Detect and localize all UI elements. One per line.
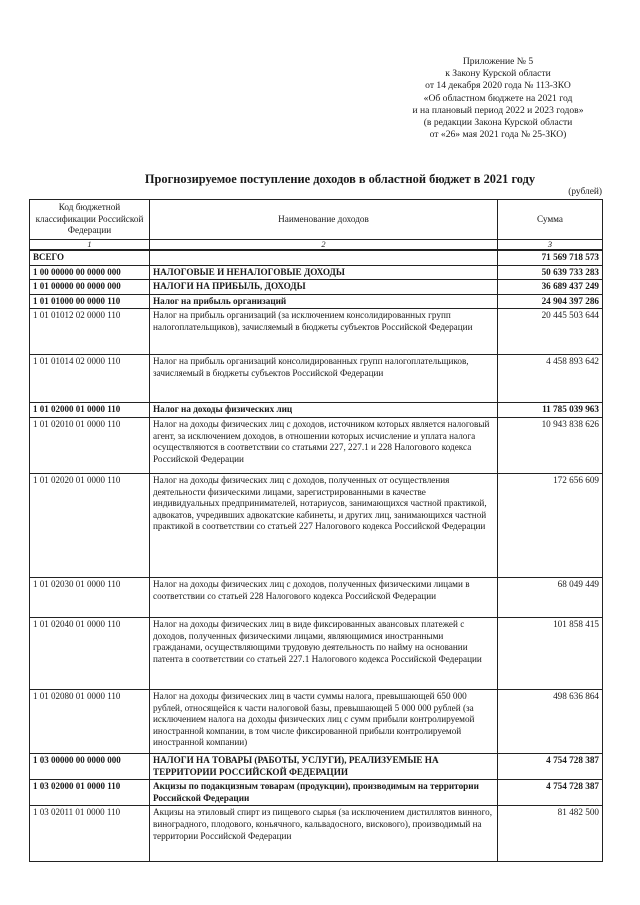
row-code: 1 01 00000 00 0000 000 <box>30 280 150 295</box>
row-code: 1 01 02020 01 0000 110 <box>30 473 150 577</box>
row-code: 1 01 02030 01 0000 110 <box>30 577 150 617</box>
row-code: 1 03 00000 00 0000 000 <box>30 753 150 779</box>
appendix-line: и на плановый период 2022 и 2023 годов» <box>412 104 584 116</box>
row-name: Налог на доходы физических лиц <box>150 403 498 418</box>
row-sum: 20 445 503 644 <box>498 309 603 355</box>
table-row <box>30 473 603 577</box>
row-code: 1 01 02040 01 0000 110 <box>30 617 150 689</box>
row-code: 1 01 02080 01 0000 110 <box>30 689 150 753</box>
table-row <box>30 753 603 779</box>
table-row <box>30 577 603 617</box>
row-sum: 498 636 864 <box>498 689 603 753</box>
table-row <box>30 417 603 473</box>
row-code: 1 03 02000 01 0000 110 <box>30 780 150 806</box>
row-name: Акцизы по подакцизным товарам (продукции), производимым на территории Российской Федерации <box>150 780 498 806</box>
document-title: Прогнозируемое поступление доходов в областной бюджет в 2021 году <box>144 172 536 186</box>
unit-label: (рублей) <box>568 187 602 197</box>
row-code: 1 01 01000 00 0000 110 <box>30 294 150 309</box>
column-number: 1 <box>30 240 150 251</box>
row-sum: 11 785 039 963 <box>498 403 603 418</box>
table-header-row <box>30 200 603 240</box>
row-sum: 172 656 609 <box>498 473 603 577</box>
table-row <box>30 265 603 280</box>
row-code: 1 01 01014 02 0000 110 <box>30 355 150 403</box>
row-name: Налог на доходы физических лиц с доходов, полученных физическими лицами в соответствии со статьей 228 Налогового кодекса Российской Федерации <box>150 577 498 617</box>
table-row <box>30 309 603 355</box>
row-code: 1 00 00000 00 0000 000 <box>30 265 150 280</box>
row-name: Акцизы на этиловый спирт из пищевого сырья (за исключением дистиллятов винного, виноградного, плодового, коньячного, кальвадосного, вискового), производимый на территории Российской Федерации <box>150 806 498 862</box>
row-name: НАЛОГИ НА ПРИБЫЛЬ, ДОХОДЫ <box>150 280 498 295</box>
header-name: Наименование доходов <box>150 200 498 240</box>
appendix-header <box>380 56 616 141</box>
column-number: 3 <box>498 240 603 251</box>
row-code: ВСЕГО <box>30 250 150 265</box>
row-sum: 4 458 893 642 <box>498 355 603 403</box>
row-sum: 50 639 733 283 <box>498 265 603 280</box>
table-row <box>30 403 603 418</box>
row-code: 1 03 02011 01 0000 110 <box>30 806 150 862</box>
row-name: Налог на доходы физических лиц с доходов, источником которых является налоговый агент, за исключением доходов, в отношении которых исчисление и уплата налога осуществляются в соответствии со статьями 227, 227.1 и 228 Налогового кодекса Российской Федерации <box>150 417 498 473</box>
row-name: Налог на доходы физических лиц с доходов, полученных от осуществления деятельности физическими лицами, зарегистрированными в качестве индивидуальных предпринимателей, нотариусов, занимающихся частной практикой, адвокатов, учредивших адвокатские кабинеты, и других лиц, занимающихся частной практикой в соответствии со статьей 227 Налогового кодекса Российской Федерации <box>150 473 498 577</box>
row-sum: 4 754 728 387 <box>498 780 603 806</box>
row-name: Налог на прибыль организаций (за исключением консолидированных групп налогоплательщиков), зачисляемый в бюджеты субъектов Российской Федерации <box>150 309 498 355</box>
row-name: НАЛОГИ НА ТОВАРЫ (РАБОТЫ, УСЛУГИ), РЕАЛИЗУЕМЫЕ НА ТЕРРИТОРИИ РОССИЙСКОЙ ФЕДЕРАЦИИ <box>150 753 498 779</box>
header-sum: Сумма <box>498 200 603 240</box>
table-row <box>30 250 603 265</box>
table-row <box>30 806 603 862</box>
row-name: Налог на прибыль организаций консолидированных групп налогоплательщиков, зачисляемый в бюджеты субъектов Российской Федерации <box>150 355 498 403</box>
row-sum: 81 482 500 <box>498 806 603 862</box>
table-row <box>30 689 603 753</box>
appendix-line: к Закону Курской области <box>445 68 551 80</box>
row-code: 1 01 02010 01 0000 110 <box>30 417 150 473</box>
row-sum: 101 858 415 <box>498 617 603 689</box>
column-number: 2 <box>150 240 498 251</box>
row-name: Налог на доходы физических лиц в виде фиксированных авансовых платежей с доходов, полученных физическими лицами, являющимися иностранными гражданами, осуществляющими трудовую деятельность по найму на основании патента в соответствии со статьей 227.1 Налогового кодекса Российской Федерации <box>150 617 498 689</box>
row-name: Налог на прибыль организаций <box>150 294 498 309</box>
row-code: 1 01 02000 01 0000 110 <box>30 403 150 418</box>
table-row <box>30 780 603 806</box>
column-number-row <box>30 240 603 251</box>
appendix-line: (в редакции Закона Курской области <box>423 117 573 129</box>
appendix-line: «Об областном бюджете на 2021 год <box>423 92 573 104</box>
row-sum: 24 904 397 286 <box>498 294 603 309</box>
revenue-table <box>29 199 603 862</box>
row-code: 1 01 01012 02 0000 110 <box>30 309 150 355</box>
row-name <box>150 250 498 265</box>
table-row <box>30 280 603 295</box>
appendix-line: от 14 декабря 2020 года № 113-ЗКО <box>425 80 571 92</box>
row-sum: 36 689 437 249 <box>498 280 603 295</box>
header-code: Код бюджетной классификации Российской Федерации <box>30 200 150 240</box>
appendix-line: от «26» мая 2021 года № 25-ЗКО) <box>429 129 567 141</box>
row-sum: 71 569 718 573 <box>498 250 603 265</box>
table-row <box>30 294 603 309</box>
row-name: НАЛОГОВЫЕ И НЕНАЛОГОВЫЕ ДОХОДЫ <box>150 265 498 280</box>
row-sum: 68 049 449 <box>498 577 603 617</box>
row-sum: 10 943 838 626 <box>498 417 603 473</box>
appendix-line: Приложение № 5 <box>462 56 534 67</box>
table-row <box>30 355 603 403</box>
table-row <box>30 617 603 689</box>
row-name: Налог на доходы физических лиц в части суммы налога, превышающей 650 000 рублей, относящейся к части налоговой базы, превышающей 5 000 000 рублей (за исключением налога на доходы физических лиц с сумм прибыли контролируемой иностранной компании, в том числе фиксированной прибыли контролируемой иностранной компании) <box>150 689 498 753</box>
row-sum: 4 754 728 387 <box>498 753 603 779</box>
